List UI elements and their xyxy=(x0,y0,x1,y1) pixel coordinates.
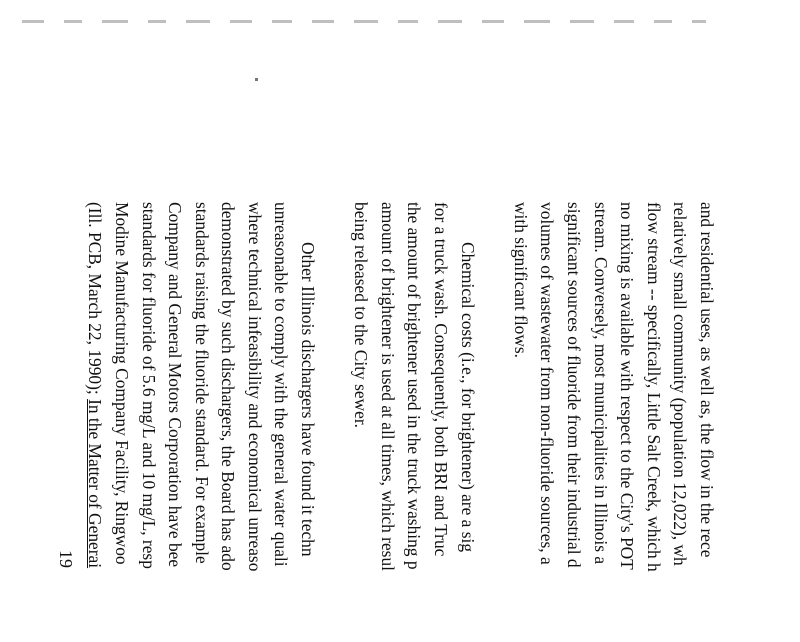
text-line: volumes of wastewater from non-fluoride sources, a xyxy=(537,202,558,565)
text-line: Chemical costs (i.e., for brightener) are a sig xyxy=(457,242,478,553)
text-line: with significant flows. xyxy=(510,202,531,359)
document-page xyxy=(85,202,720,642)
text-line: standards raising the fluoride standard. For example xyxy=(191,202,212,564)
case-title-underlined: In the Matter of Generai xyxy=(85,399,106,569)
text-line: stream. Conversely, most municipalities in Illinois a xyxy=(590,202,611,565)
text-line: for a truck wash. Consequently, both BRI and Truc xyxy=(431,202,452,557)
text-line: flow stream -- specifically, Little Salt Creek, which h xyxy=(643,202,664,572)
paragraph-gap xyxy=(321,202,348,642)
text-line xyxy=(82,202,109,642)
text-line: demonstrated by such dischargers, the Board has ado xyxy=(218,202,239,571)
text-line: unreasonable to comply with the general water quali xyxy=(271,202,292,567)
text-line: the amount of brightener used in the truck washing p xyxy=(404,202,425,570)
text-line: Modine Manufacturing Company Facility, Ringwoo xyxy=(111,202,132,565)
page-number: 19 xyxy=(56,550,76,568)
scan-speck xyxy=(255,78,258,81)
text-line: Company and General Motors Corporation have bee xyxy=(165,202,186,568)
paragraph-gap xyxy=(481,202,508,642)
text-line: being released to the City sewer. xyxy=(351,202,372,429)
text-line: significant sources of fluoride from their industrial d xyxy=(564,202,585,568)
text-line: standards for fluoride of 5.6 mg/L and 10 mg/L, resp xyxy=(138,202,159,569)
text-line: amount of brightener is used at all times, which resul xyxy=(377,202,398,571)
text-line: Other Illinois dischargers have found it techn xyxy=(298,242,319,557)
text-line: where technical infeasibility and economical unreaso xyxy=(244,202,265,572)
text-line: and residential uses, as well as, the flow in the rece xyxy=(697,202,717,558)
text-line: no mixing is available with respect to the City's POT xyxy=(617,202,638,570)
citation-text: (Ill. PCB, March 22, 1990); xyxy=(85,202,106,400)
scan-header-marks xyxy=(22,14,782,28)
text-line: relatively small community (population 12,022), wh xyxy=(670,202,691,566)
